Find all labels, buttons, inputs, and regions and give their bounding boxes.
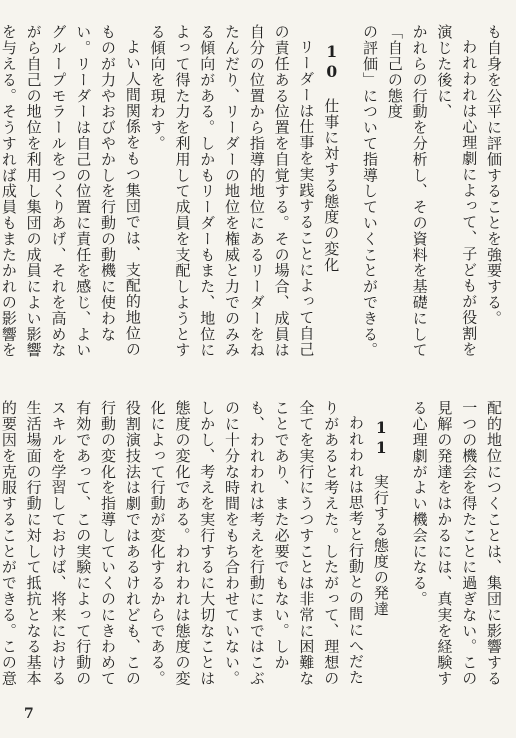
paragraph: われわれは思考と行動との間にへだたりがあると考えた。したがって、理想の全てを実行にうつすことは非常に困難なことであり、また必要でもない。しかも、われわれは考えを行動にまではこぶのに十分な時間をもち合わせていない。しかし、考えを実行するに大切なことは態度の変化である。われわれは態度の変化によって行動が変化するからである。役割演技法は劇ではあるけれども、この行動の変化を指導していくのにきわめて有効であって、この実験によって行動のスキルを学習しておけば、将来における生活場面の行動に対して抵抗となる基本的要因を克服することができる。この意 (0, 400, 366, 687)
upper-text-block (0, 24, 506, 364)
paragraph: よい人間関係をもつ集団では、支配的地位のものが力やおびやかしを行動の動機に使わない。リーダーは自己の位置に責任を感じ、よいグループモラールをつくりあげ、それを高めながら自己の地位を利用し集団の成員によい影響を与える。そうすれば成員もまたかれの影響を (0, 24, 142, 358)
text-line: かれらの行動を分析し、その資料を基礎にして「自己の態度 (385, 24, 429, 358)
section-gap (343, 24, 357, 364)
paragraph: 配的地位につくことは、集団に影響する一つの機会を得たことに過ぎない。この見解の発達をはかるには、真実を経験する心理劇がよい機会になる。 (410, 400, 503, 687)
section-heading (368, 418, 393, 700)
section-title: 仕事に対する態度の変化 (322, 97, 341, 273)
section-number: 10 (322, 42, 342, 82)
text-line: われわれは心理劇によって、子どもが役割を演じた後に、 (435, 24, 479, 357)
section-title: 実行する態度の発達 (371, 473, 390, 617)
paragraph: リーダーは仕事を実践することによって自己の責任ある位置を自覚する。その場合、成員は自分の位置から指導的地位にあるリーダーをねたんだり、リーダーの地位を権威と力でのみみる傾向がある。しかもリーダーもまた、地位によって得た力を利用して成員を支配しようとする傾向を現わす。 (148, 24, 316, 358)
text-line: も自身を公平に評価することを強要する。 (485, 24, 503, 327)
page-number: 7 (24, 706, 34, 722)
section-number: 11 (371, 418, 391, 458)
text-line: の評価」について指導していくことができる。 (361, 24, 380, 358)
section-heading (318, 42, 343, 364)
section-gap (393, 400, 407, 700)
lower-text-block (0, 400, 506, 700)
